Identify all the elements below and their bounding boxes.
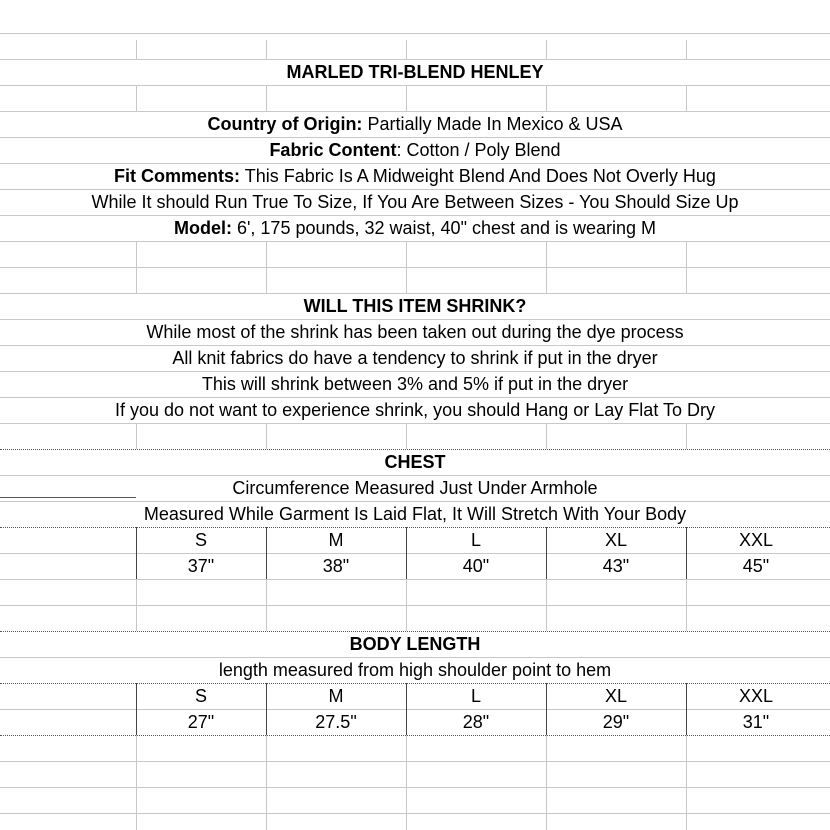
grid-line: [266, 40, 267, 59]
origin-line: [0, 111, 830, 137]
grid-line: [0, 813, 830, 814]
chest-value-xl: 43": [602, 556, 630, 576]
chest-value-s: 37": [187, 556, 215, 576]
grid-line: [0, 735, 830, 736]
length-size-l: L: [470, 686, 481, 706]
length-value-xl: 29": [602, 712, 630, 732]
grid-line: [0, 787, 830, 788]
model-label: Model:: [173, 218, 232, 238]
shrink-line: While most of the shrink has been taken out during the dye process: [146, 322, 684, 342]
body-length-desc: length measured from high shoulder point to hem: [218, 660, 612, 680]
chest-size-l: L: [470, 530, 481, 550]
chest-desc: Measured While Garment Is Laid Flat, It Will Stretch With Your Body: [143, 504, 687, 524]
length-value-s: 27": [187, 712, 215, 732]
product-title: MARLED TRI-BLEND HENLEY: [286, 62, 544, 82]
chest-size-xl: XL: [604, 530, 628, 550]
grid-line: [546, 579, 547, 631]
grid-line: [406, 40, 407, 59]
length-size-s: S: [194, 686, 207, 706]
model-line: [0, 215, 830, 241]
length-value-xxl: 31": [742, 712, 770, 732]
fit-label: Fit Comments:: [114, 166, 241, 186]
shrink-line: All knit fabrics do have a tendency to shrink if put in the dryer: [172, 348, 658, 368]
grid-line: [0, 85, 830, 86]
grid-line: [266, 85, 267, 111]
grid-line: [0, 267, 830, 268]
fabric-label: Fabric Content: [269, 140, 397, 160]
shrink-heading: WILL THIS ITEM SHRINK?: [303, 296, 527, 316]
length-value-l: 28": [462, 712, 490, 732]
grid-line: [136, 241, 137, 293]
grid-line: [0, 761, 830, 762]
shrink-line: If you do not want to experience shrink, you should Hang or Lay Flat To Dry: [115, 400, 715, 420]
grid-line: [546, 40, 547, 59]
grid-line: [406, 579, 407, 631]
length-size-xxl: XXL: [738, 686, 774, 706]
grid-line: [0, 579, 830, 580]
length-value-m: 27.5": [315, 712, 357, 732]
fabric-line: [0, 137, 830, 163]
grid-line: [686, 241, 687, 293]
grid-line: [546, 423, 547, 449]
grid-line: [136, 85, 137, 111]
grid-line: [546, 85, 547, 111]
grid-line: [0, 423, 830, 424]
shrink-line: This will shrink between 3% and 5% if put in the dryer: [201, 374, 629, 394]
grid-line: [686, 579, 687, 631]
grid-line: [266, 579, 267, 631]
grid-line: [686, 735, 687, 830]
grid-line: [686, 85, 687, 111]
grid-line: [266, 423, 267, 449]
chest-value-l: 40": [462, 556, 490, 576]
body-length-heading: BODY LENGTH: [349, 634, 481, 654]
grid-line: [266, 735, 267, 830]
grid-line: [136, 40, 137, 59]
grid-line: [686, 40, 687, 59]
chest-size-m: M: [328, 530, 344, 550]
fit-line-2: While It should Run True To Size, If You Are Between Sizes - You Should Size Up: [91, 192, 739, 212]
chest-size-xxl: XXL: [738, 530, 774, 550]
grid-line: [546, 241, 547, 293]
origin-value: Partially Made In Mexico & USA: [367, 114, 623, 134]
model-value: 6', 175 pounds, 32 waist, 40" chest and is wearing M: [236, 218, 657, 238]
grid-line: [0, 33, 830, 34]
fit-line: [0, 163, 830, 189]
grid-line: [0, 605, 830, 606]
grid-line: [406, 423, 407, 449]
grid-line: [406, 241, 407, 293]
grid-line: [136, 735, 137, 830]
grid-line: [136, 579, 137, 631]
fabric-value: : Cotton / Poly Blend: [396, 140, 561, 160]
chest-value-xxl: 45": [742, 556, 770, 576]
grid-line: [0, 241, 830, 242]
grid-line: [406, 85, 407, 111]
grid-line: [136, 423, 137, 449]
grid-line: [406, 735, 407, 830]
grid-line: [686, 423, 687, 449]
chest-size-s: S: [194, 530, 207, 550]
grid-line: [266, 241, 267, 293]
chest-heading: CHEST: [384, 452, 446, 472]
chest-value-m: 38": [322, 556, 350, 576]
length-size-xl: XL: [604, 686, 628, 706]
fit-value: This Fabric Is A Midweight Blend And Does Not Overly Hug: [244, 166, 716, 186]
chest-desc: Circumference Measured Just Under Armhole: [232, 478, 598, 498]
grid-line: [546, 735, 547, 830]
origin-label: Country of Origin:: [207, 114, 363, 134]
length-size-m: M: [328, 686, 344, 706]
